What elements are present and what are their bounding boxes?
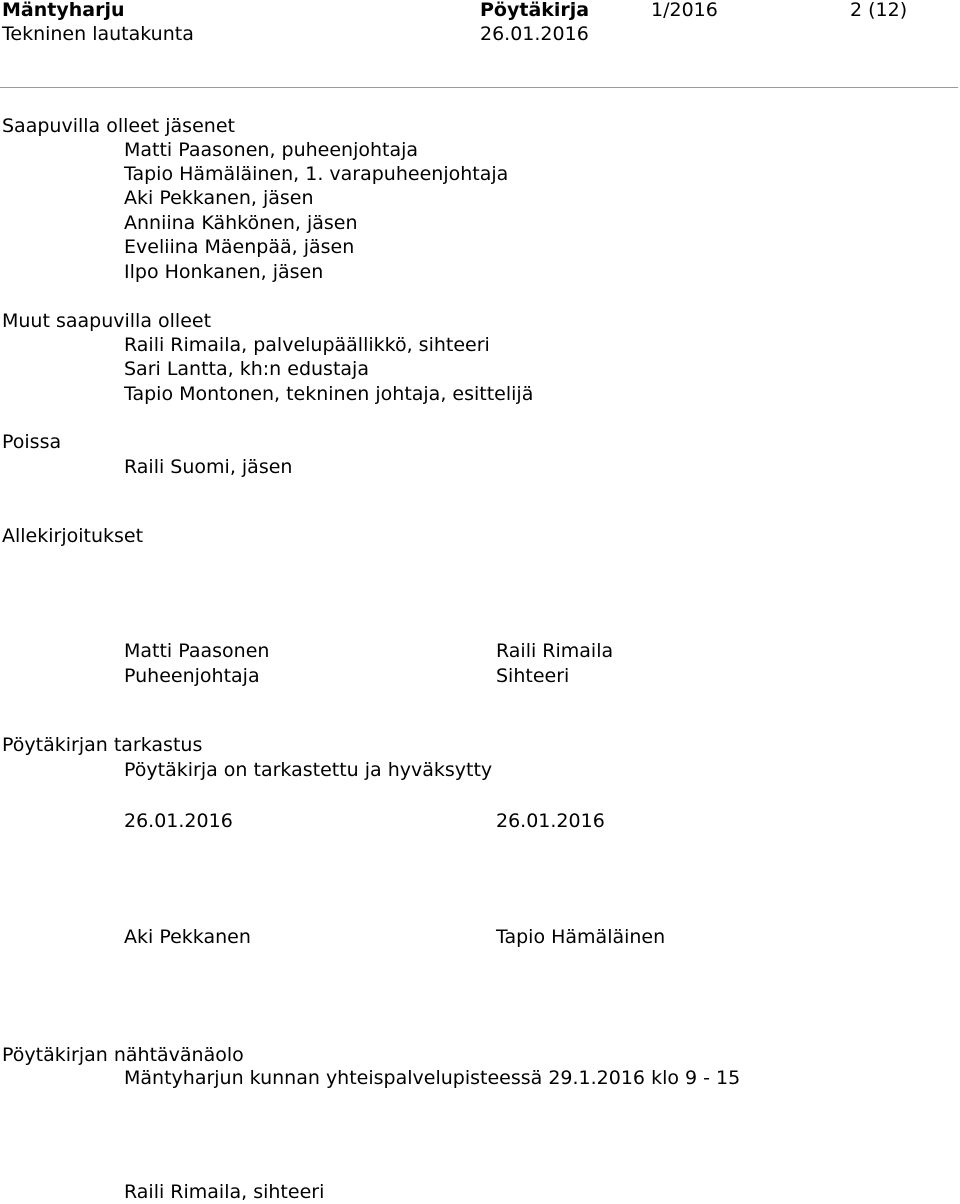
others-present-heading: Muut saapuvilla olleet [2, 310, 212, 332]
header-divider [0, 87, 958, 88]
review-heading: Pöytäkirjan tarkastus [2, 734, 203, 756]
present-members-heading: Saapuvilla olleet jäsenet [2, 115, 235, 137]
present-member: Ilpo Honkanen, jäsen [124, 261, 324, 283]
present-member: Matti Paasonen, puheenjohtaja [124, 139, 419, 161]
reviewer-right: Tapio Hämäläinen [496, 926, 666, 948]
present-member: Eveliina Mäenpää, jäsen [124, 236, 355, 258]
secretary-role: Sihteeri [496, 665, 570, 687]
display-heading: Pöytäkirjan nähtävänäolo [2, 1044, 244, 1066]
document-number: 1/2016 [651, 0, 718, 21]
other-present-person: Tapio Montonen, tekninen johtaja, esittelijä [124, 383, 534, 405]
municipality-name: Mäntyharju [2, 0, 125, 21]
signatures-heading: Allekirjoitukset [2, 525, 144, 547]
chair-name: Matti Paasonen [124, 640, 270, 662]
board-name: Tekninen lautakunta [2, 23, 194, 45]
other-present-person: Sari Lantta, kh:n edustaja [124, 358, 369, 380]
display-statement: Mäntyharjun kunnan yhteispalvelupisteessä 29.1.2016 klo 9 - 15 [124, 1067, 741, 1089]
secretary-name: Raili Rimaila [496, 640, 614, 662]
present-member: Anniina Kähkönen, jäsen [124, 212, 358, 234]
page-number: 2 (12) [850, 0, 908, 21]
present-member: Tapio Hämäläinen, 1. varapuheenjohtaja [124, 163, 509, 185]
reviewer-left: Aki Pekkanen [124, 926, 251, 948]
review-date-right: 26.01.2016 [496, 810, 605, 832]
meeting-date: 26.01.2016 [480, 23, 589, 45]
document-type: Pöytäkirja [480, 0, 590, 21]
absent-heading: Poissa [2, 431, 62, 453]
review-statement: Pöytäkirja on tarkastettu ja hyväksytty [124, 759, 493, 781]
absent-person: Raili Suomi, jäsen [124, 456, 293, 478]
review-date-left: 26.01.2016 [124, 810, 233, 832]
display-signer: Raili Rimaila, sihteeri [124, 1181, 325, 1203]
present-member: Aki Pekkanen, jäsen [124, 187, 314, 209]
other-present-person: Raili Rimaila, palvelupäällikkö, sihteeri [124, 334, 490, 356]
chair-role: Puheenjohtaja [124, 665, 260, 687]
